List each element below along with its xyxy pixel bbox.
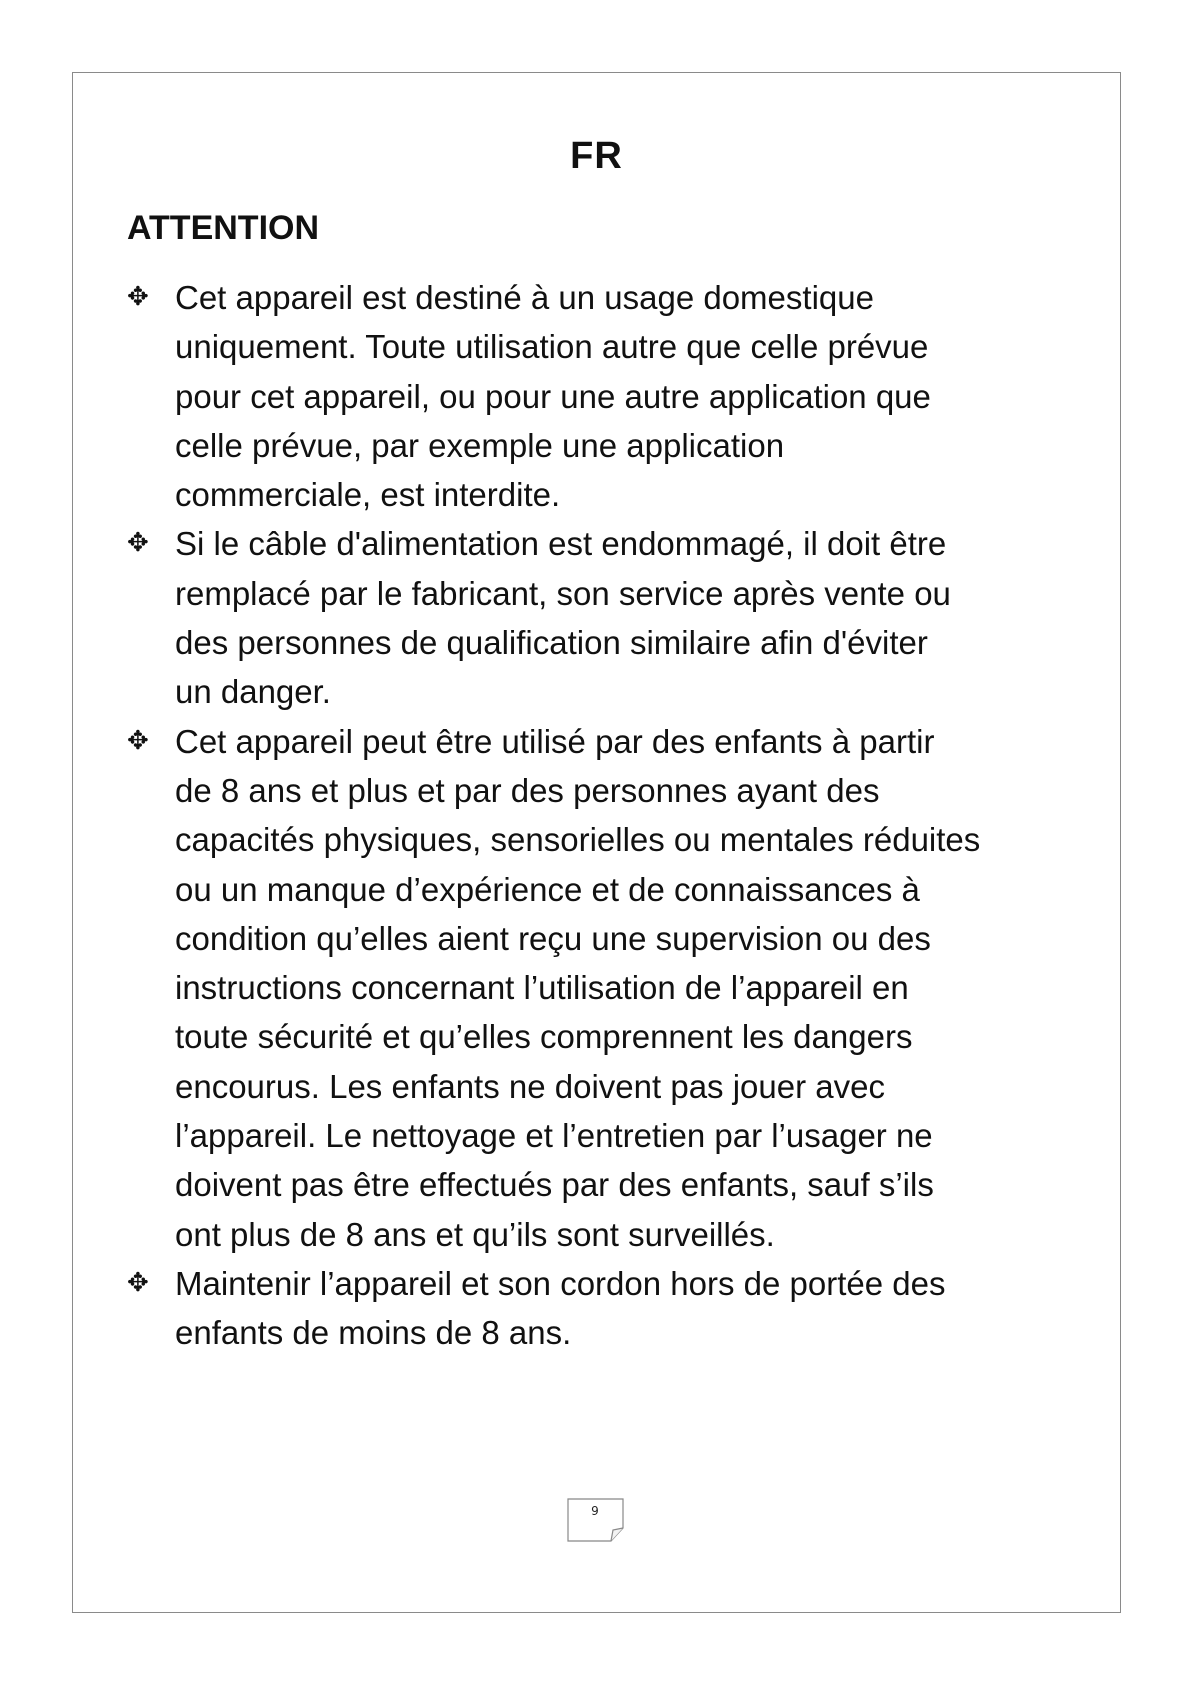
warning-text: Cet appareil peut être utilisé par des enfants à partir de 8 ans et plus et par des personnes ayant des capacités physiques, sensorielles ou mentales réduites ou un manque d’expérience et de connaissances à condition qu’elles aient reçu une supervision ou des instructions concernant l’utilisation de l’appareil en toute sécurité et qu’elles comprennent les dangers encourus. Les enfants ne doivent pas jouer avec l’appareil. Le nettoyage et l’entretien par l’usager ne doivent pas être effectués par des enfants, sauf s’ils ont plus de 8 ans et qu’ils sont surveillés. xyxy=(175,722,981,1253)
diamond-bullet-icon: ✥ xyxy=(127,528,149,559)
diamond-bullet-icon: ✥ xyxy=(127,282,149,312)
page-number: 9 xyxy=(591,1504,599,1518)
list-item xyxy=(127,717,1067,1259)
list-item xyxy=(127,273,1067,519)
warning-text: Maintenir l’appareil et son cordon hors de portée des enfants de moins de 8 ans. xyxy=(175,1264,946,1352)
warning-text: Cet appareil est destiné à un usage domestique uniquement. Toute utilisation autre que celle prévue pour cet appareil, ou pour une autre application que celle prévue, par exemple une application commerciale, est interdite. xyxy=(175,279,931,514)
language-heading: FR xyxy=(570,135,623,177)
list-item xyxy=(127,519,1067,716)
warning-text: Si le câble d'alimentation est endommagé, il doit être remplacé par le fabricant, son service après vente ou des personnes de qualification similaire afin d'éviter un danger. xyxy=(175,525,951,711)
section-title: ATTENTION xyxy=(127,209,320,247)
diamond-bullet-icon: ✥ xyxy=(127,1267,149,1298)
page-frame xyxy=(72,72,1121,1613)
list-item xyxy=(127,1259,1067,1358)
page-number-badge xyxy=(567,1498,625,1542)
diamond-bullet-icon: ✥ xyxy=(127,725,149,756)
warning-list xyxy=(127,273,1067,1358)
